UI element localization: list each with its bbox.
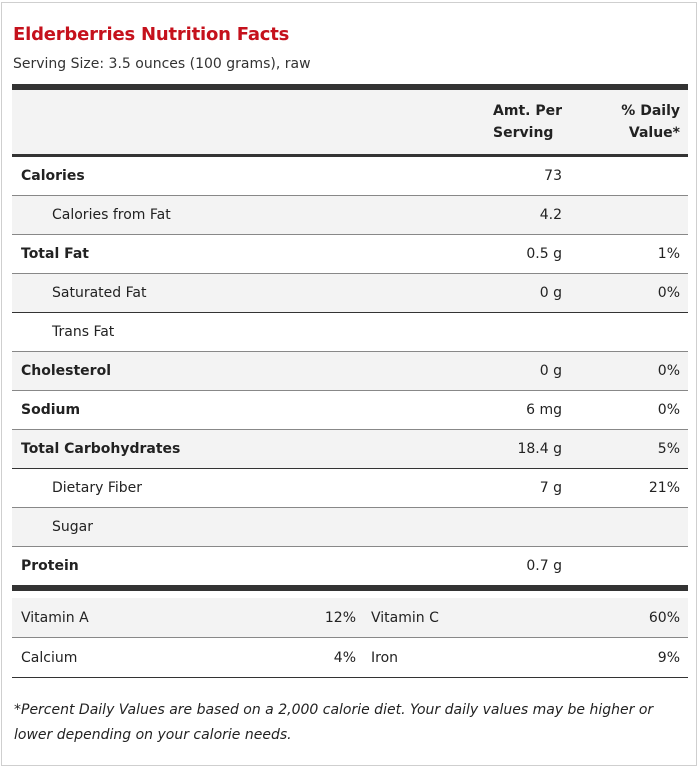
nutrient-name: Calories from Fat bbox=[12, 196, 472, 235]
nutrient-daily-value: 0% bbox=[562, 391, 688, 430]
vitamin-name: Calcium bbox=[12, 638, 181, 678]
vitamin-name: Vitamin A bbox=[12, 598, 181, 638]
table-row-cholesterol bbox=[12, 352, 688, 391]
table-row-trans-fat bbox=[12, 313, 688, 352]
nutrient-name: Total Fat bbox=[12, 235, 472, 274]
vitamin-row bbox=[12, 598, 688, 638]
table-header-row bbox=[12, 87, 688, 156]
table-row-total-carbohydrates bbox=[12, 430, 688, 469]
nutrient-daily-value: 1% bbox=[562, 235, 688, 274]
nutrient-amount: 0 g bbox=[472, 352, 562, 391]
nutrient-name: Total Carbohydrates bbox=[12, 430, 472, 469]
table-row-sugar bbox=[12, 508, 688, 547]
nutrient-amount bbox=[472, 313, 562, 352]
nutrient-daily-value: 5% bbox=[562, 430, 688, 469]
nutrient-name: Sugar bbox=[12, 508, 472, 547]
nutrient-daily-value: 0% bbox=[562, 352, 688, 391]
table-row-calories-from-fat bbox=[12, 196, 688, 235]
table-row-saturated-fat bbox=[12, 274, 688, 313]
nutrient-name: Protein bbox=[12, 547, 472, 589]
table-row-dietary-fiber bbox=[12, 469, 688, 508]
nutrient-amount: 4.2 bbox=[472, 196, 562, 235]
nutrient-header bbox=[12, 87, 472, 156]
nutrient-amount: 0 g bbox=[472, 274, 562, 313]
vitamin-name: Iron bbox=[362, 638, 531, 678]
amount-header-line1: Amt. Per bbox=[493, 103, 562, 119]
nutrient-daily-value bbox=[562, 508, 688, 547]
vitamin-value: 4% bbox=[181, 638, 362, 678]
nutrient-amount: 18.4 g bbox=[472, 430, 562, 469]
nutrient-daily-value: 0% bbox=[562, 274, 688, 313]
nutrient-name: Dietary Fiber bbox=[12, 469, 472, 508]
vitamin-value: 9% bbox=[531, 638, 688, 678]
amount-header bbox=[472, 87, 562, 156]
page-title: Elderberries Nutrition Facts bbox=[13, 24, 290, 45]
daily-header-line1: % Daily bbox=[621, 103, 680, 119]
vitamins-table bbox=[12, 598, 688, 678]
table-row-protein bbox=[12, 547, 688, 589]
nutrient-daily-value bbox=[562, 196, 688, 235]
serving-size: Serving Size: 3.5 ounces (100 grams), raw bbox=[13, 56, 311, 72]
daily-header-line2: Value* bbox=[628, 125, 680, 141]
table-row-sodium bbox=[12, 391, 688, 430]
table-row-total-fat bbox=[12, 235, 688, 274]
nutrient-name: Cholesterol bbox=[12, 352, 472, 391]
vitamin-row bbox=[12, 638, 688, 678]
nutrition-table bbox=[12, 84, 688, 591]
vitamin-name: Vitamin C bbox=[362, 598, 531, 638]
nutrient-daily-value bbox=[562, 156, 688, 196]
nutrient-amount: 0.5 g bbox=[472, 235, 562, 274]
nutrient-daily-value: 21% bbox=[562, 469, 688, 508]
nutrient-daily-value bbox=[562, 547, 688, 589]
nutrient-name: Trans Fat bbox=[12, 313, 472, 352]
nutrient-name: Saturated Fat bbox=[12, 274, 472, 313]
nutrient-name: Sodium bbox=[12, 391, 472, 430]
footnote: *Percent Daily Values are based on a 2,000 calorie diet. Your daily values may be higher or lower depending on your calorie needs. bbox=[14, 702, 654, 743]
vitamin-value: 12% bbox=[181, 598, 362, 638]
nutrient-amount: 73 bbox=[472, 156, 562, 196]
daily-value-header bbox=[562, 87, 688, 156]
table-row-calories bbox=[12, 156, 688, 196]
nutrient-daily-value bbox=[562, 313, 688, 352]
nutrient-amount bbox=[472, 508, 562, 547]
nutrient-name: Calories bbox=[12, 156, 472, 196]
nutrient-amount: 7 g bbox=[472, 469, 562, 508]
vitamin-value: 60% bbox=[531, 598, 688, 638]
nutrient-amount: 6 mg bbox=[472, 391, 562, 430]
nutrient-amount: 0.7 g bbox=[472, 547, 562, 589]
amount-header-line2: Serving bbox=[493, 125, 554, 141]
